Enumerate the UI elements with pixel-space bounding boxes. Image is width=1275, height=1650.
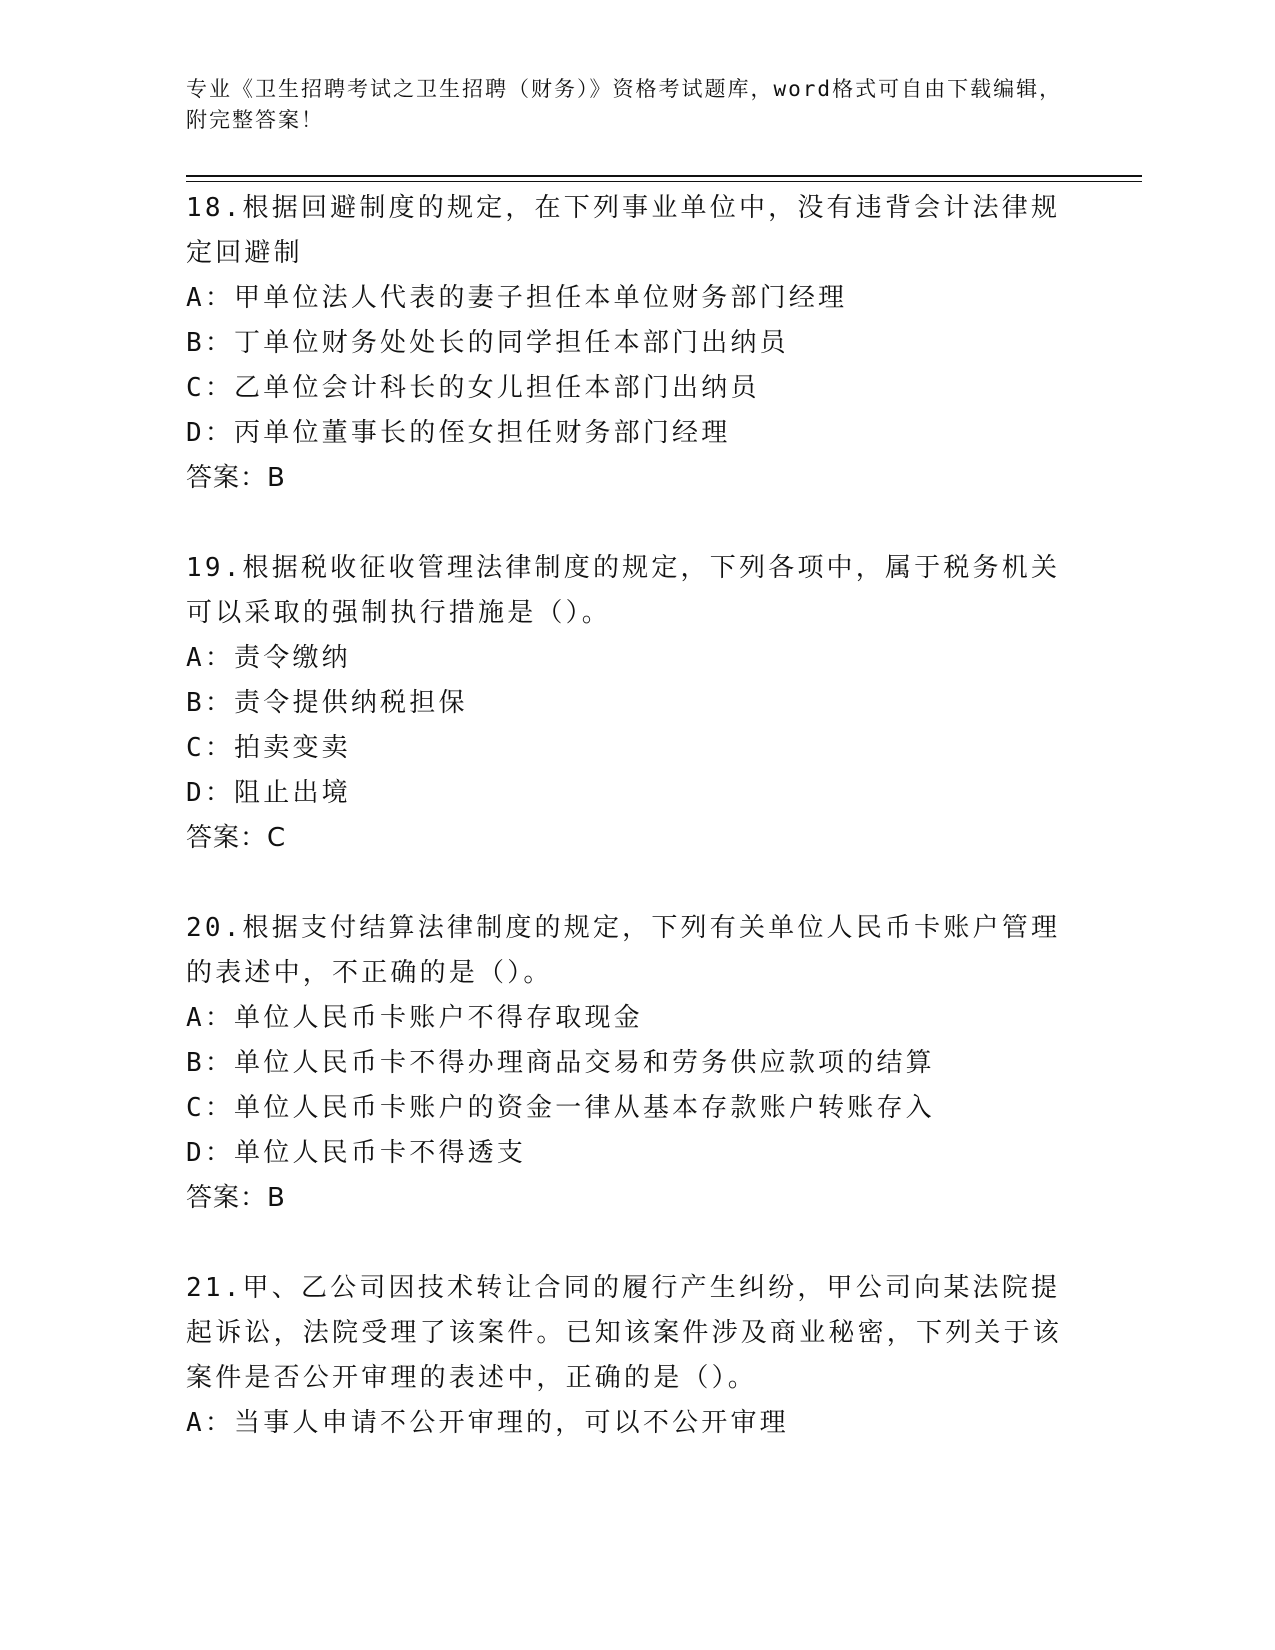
question-21 [186, 1266, 1066, 1446]
option-c: C：单位人民币卡账户的资金一律从基本存款账户转账存入 [186, 1093, 935, 1123]
option-a: A：单位人民币卡账户不得存取现金 [186, 1003, 643, 1033]
question-stem: 20.根据支付结算法律制度的规定，下列有关单位人民币卡账户管理的表述中，不正确的是（）。 [186, 913, 1061, 988]
option-c: C：拍卖变卖 [186, 733, 351, 763]
option-d: D：阻止出境 [186, 778, 351, 808]
answer-line: 答案：B [186, 1183, 286, 1213]
option-b: B：责令提供纳税担保 [186, 688, 468, 718]
question-20 [186, 906, 1066, 1221]
question-19 [186, 546, 1066, 861]
header-divider-thick [186, 175, 1142, 177]
option-d: D：单位人民币卡不得透支 [186, 1138, 527, 1168]
option-a: A：责令缴纳 [186, 643, 351, 673]
option-a: A：当事人申请不公开审理的，可以不公开审理 [186, 1408, 789, 1438]
option-d: D：丙单位董事长的侄女担任财务部门经理 [186, 418, 731, 448]
question-18 [186, 186, 1066, 501]
option-c: C：乙单位会计科长的女儿担任本部门出纳员 [186, 373, 760, 403]
option-b: B：单位人民币卡不得办理商品交易和劳务供应款项的结算 [186, 1048, 935, 1078]
answer-line: 答案：C [186, 823, 287, 853]
header-divider-thin [186, 181, 1142, 182]
option-a: A：甲单位法人代表的妻子担任本单位财务部门经理 [186, 283, 848, 313]
document-intro: 专业《卫生招聘考试之卫生招聘（财务）》资格考试题库，word格式可自由下载编辑，附完整答案！ [186, 77, 1063, 132]
question-stem: 21.甲、乙公司因技术转让合同的履行产生纠纷，甲公司向某法院提起诉讼，法院受理了该案件。已知该案件涉及商业秘密，下列关于该案件是否公开审理的表述中，正确的是（）。 [186, 1273, 1063, 1393]
option-b: B：丁单位财务处处长的同学担任本部门出纳员 [186, 328, 789, 358]
answer-line: 答案：B [186, 463, 286, 493]
question-stem: 18.根据回避制度的规定，在下列事业单位中，没有违背会计法律规定回避制 [186, 193, 1061, 268]
question-stem: 19.根据税收征收管理法律制度的规定，下列各项中，属于税务机关可以采取的强制执行措施是（）。 [186, 553, 1061, 628]
